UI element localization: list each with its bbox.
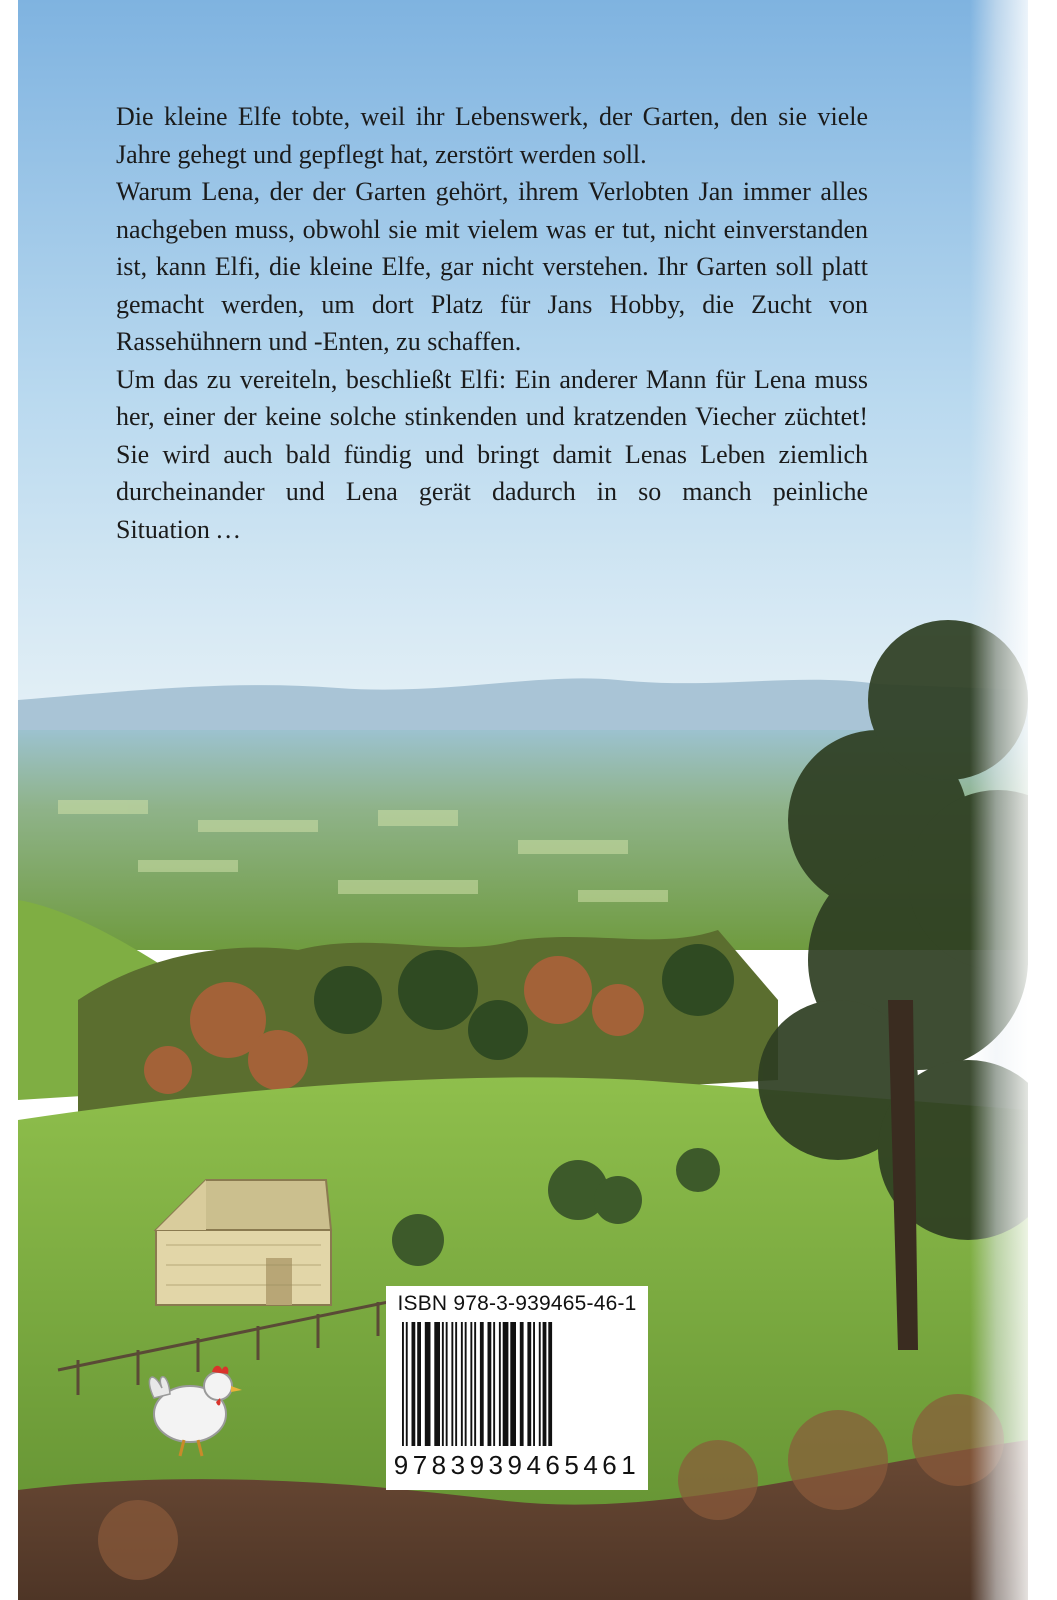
barcode-bar bbox=[543, 1322, 547, 1446]
blurb-paragraph-1: Die kleine Elfe tobte, weil ihr Lebenswerk, der Garten, den sie viele Jahre gehegt und gepflegt hat, zerstört werden soll. bbox=[116, 102, 868, 169]
barcode-bar bbox=[465, 1322, 467, 1446]
barcode-bar bbox=[480, 1322, 484, 1446]
barcode-bar bbox=[451, 1322, 453, 1446]
barcode-bar bbox=[442, 1322, 444, 1446]
isbn-label: ISBN 978-3-939465-46-1 bbox=[397, 1292, 637, 1315]
barcode-bar bbox=[446, 1322, 448, 1446]
barcode-bar bbox=[533, 1322, 535, 1446]
rooster-icon bbox=[134, 1348, 244, 1458]
barcode-bar bbox=[520, 1322, 524, 1446]
spine-shade bbox=[970, 0, 1028, 1600]
barcode-bar bbox=[425, 1322, 431, 1446]
barcode-bar bbox=[402, 1322, 404, 1446]
barcode-bar bbox=[488, 1322, 492, 1446]
barcode-bar bbox=[417, 1322, 421, 1446]
barcode-bar bbox=[539, 1322, 541, 1446]
barcode-bar bbox=[510, 1322, 516, 1446]
barcode-bar bbox=[474, 1322, 476, 1446]
barcode-bar bbox=[434, 1322, 440, 1446]
blurb-paragraph-3: Um das zu vereiteln, beschließt Elfi: Ein anderer Mann für Lena muss her, einer der keine solche stinkenden und kratzenden Viecher züchtet! Sie wird auch bald fündig und bringt damit Lenas Leben ziemlich durcheinander und Lena gerät dadurch in so manch peinliche Situation … bbox=[116, 364, 868, 544]
barcode-bar bbox=[527, 1322, 531, 1446]
barcode-bar bbox=[455, 1322, 457, 1446]
book-back-cover bbox=[18, 0, 1028, 1600]
barcode-bar bbox=[493, 1322, 495, 1446]
barcode-bar bbox=[548, 1322, 552, 1446]
barcode-box bbox=[386, 1286, 648, 1490]
barcode-bar bbox=[406, 1322, 408, 1446]
barcode-bar bbox=[412, 1322, 416, 1446]
blurb-paragraph-2: Warum Lena, der der Garten gehört, ihrem Verlobten Jan immer alles nachgeben muss, obwohl sie mit vielem was er tut, nicht einverstanden ist, kann Elfi, die kleine Elfe, gar nicht verstehen. Ihr Garten soll platt gemacht werden, um dort Platz für Jans Hobby, die Zucht von Rassehühnern und -Enten, zu schaffen. bbox=[116, 177, 868, 356]
barcode-bar bbox=[461, 1322, 463, 1446]
barcode-digits: 9783939465461 bbox=[393, 1450, 641, 1480]
blurb-text bbox=[116, 98, 868, 548]
barcode-bar bbox=[499, 1322, 501, 1446]
barcode-bars bbox=[400, 1322, 634, 1450]
barcode-bar bbox=[470, 1322, 472, 1446]
barn-icon bbox=[136, 1170, 336, 1310]
barcode-bar bbox=[503, 1322, 509, 1446]
